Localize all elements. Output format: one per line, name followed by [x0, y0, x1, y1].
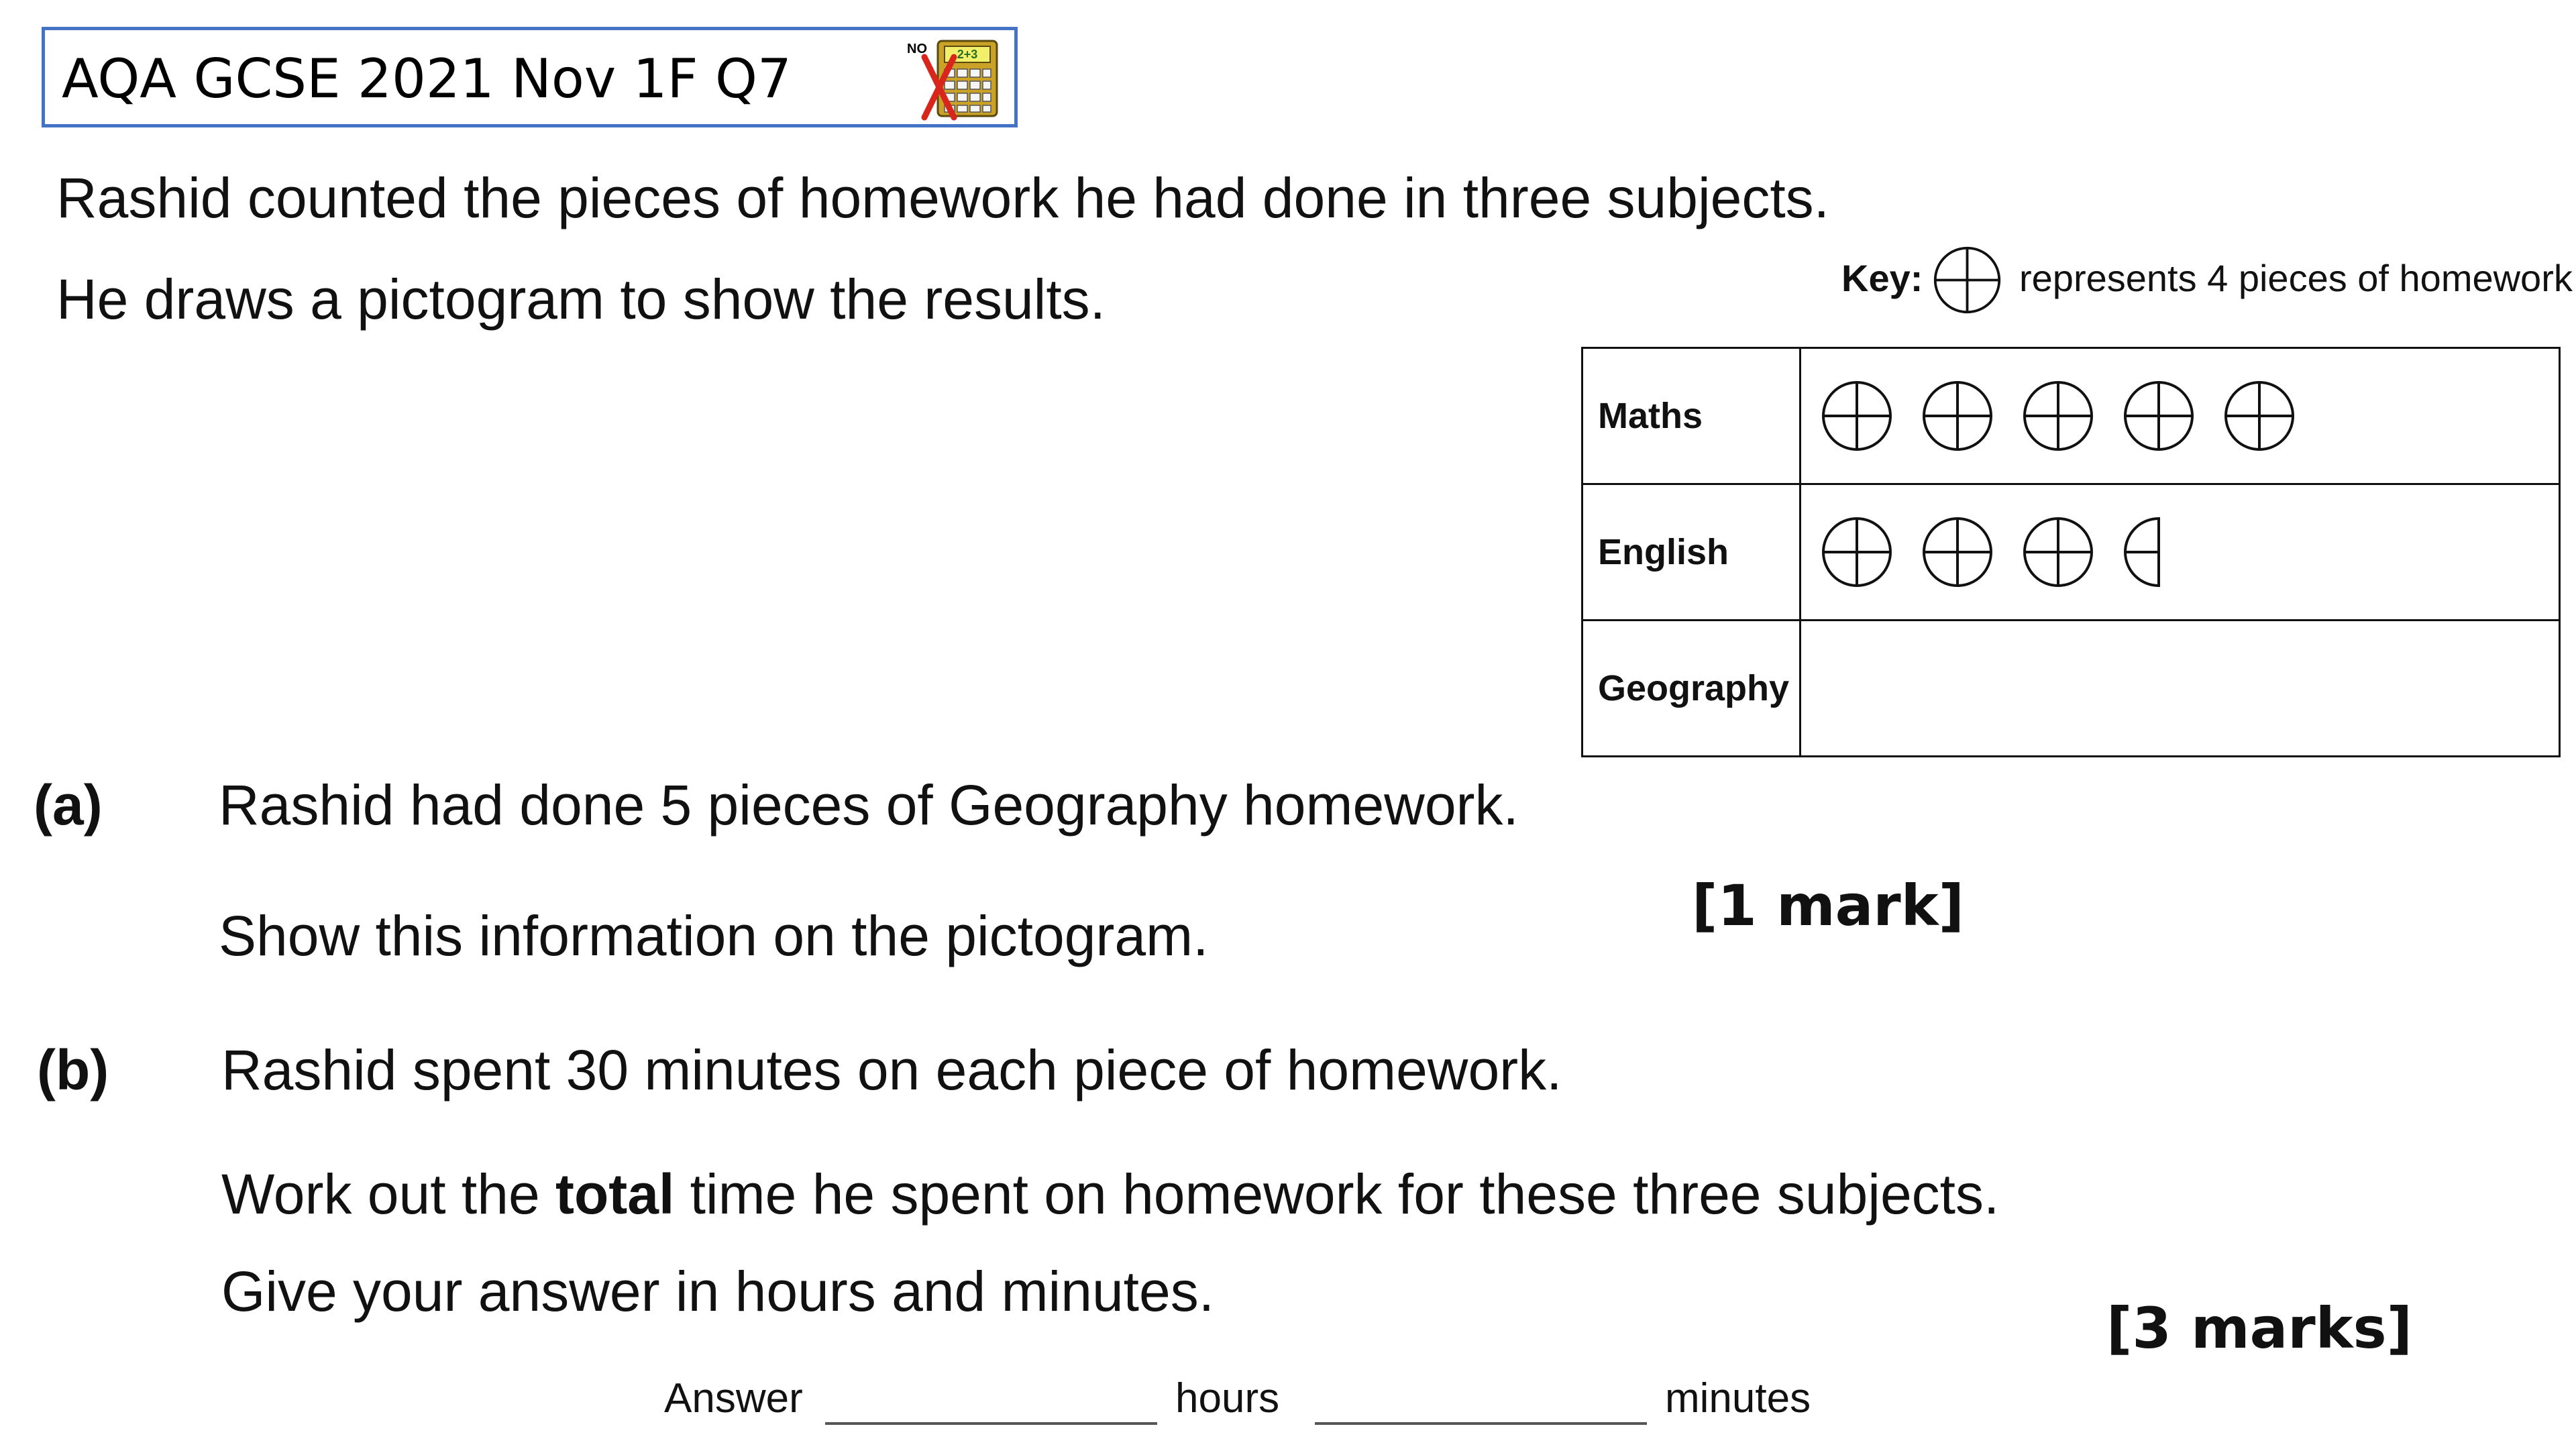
pictogram-row-maths [1582, 348, 2560, 484]
hours-answer-field[interactable] [825, 1375, 1157, 1425]
minutes-label: minutes [1665, 1375, 1811, 1421]
part-b-marks: [3 marks] [2106, 1295, 2412, 1361]
part-a-instruction: Show this information on the pictogram. [219, 904, 1209, 967]
part-b-instruction-1 [221, 1161, 1999, 1228]
part-a-marks: [1 mark] [1692, 873, 1964, 938]
circle-quartered-icon [1820, 515, 1894, 589]
subject-label: Geography [1582, 621, 1801, 757]
part-b-instruction-2: Give your answer in hours and minutes. [221, 1260, 1215, 1323]
half-circle-icon [2122, 515, 2196, 589]
pictogram-row-english [1582, 484, 2560, 621]
pictogram-table [1581, 347, 2561, 757]
calculator-display: 2+3 [957, 48, 978, 61]
key-label: Key: [1841, 257, 1923, 299]
symbols-cell [1801, 348, 2560, 484]
circle-quartered-icon [1932, 245, 2002, 315]
instruction-text: time he spent on homework for these three subjects. [674, 1163, 2000, 1226]
subject-label: English [1582, 484, 1801, 621]
part-a-question: Rashid had done 5 pieces of Geography homework. [219, 773, 1519, 837]
key-description: represents 4 pieces of homework [2019, 257, 2573, 299]
intro-line-2: He draws a pictogram to show the results. [56, 268, 1106, 331]
part-b-label: (b) [37, 1038, 109, 1102]
instruction-text: Work out the [221, 1163, 556, 1226]
hours-label: hours [1175, 1375, 1280, 1421]
part-b-question: Rashid spent 30 minutes on each piece of homework. [221, 1038, 1562, 1102]
question-title: AQA GCSE 2021 Nov 1F Q7 [62, 48, 792, 110]
intro-line-1: Rashid counted the pieces of homework he had done in three subjects. [56, 166, 1830, 229]
minutes-answer-field[interactable] [1315, 1375, 1647, 1425]
symbols-cell [1801, 484, 2560, 621]
symbols-cell-answer-area[interactable] [1801, 621, 2560, 757]
part-a-label: (a) [34, 773, 103, 837]
circle-quartered-icon [1921, 515, 1994, 589]
subject-label: Maths [1582, 348, 1801, 484]
circle-quartered-icon [2021, 515, 2095, 589]
answer-label: Answer [664, 1375, 803, 1421]
circle-quartered-icon [2021, 379, 2095, 453]
circle-quartered-icon [2122, 379, 2196, 453]
circle-quartered-icon [1921, 379, 1994, 453]
pictogram-row-geography [1582, 621, 2560, 757]
circle-quartered-icon [1820, 379, 1894, 453]
no-calculator-icon [906, 37, 1003, 121]
no-label: NO [907, 42, 927, 56]
emphasis-total: total [555, 1163, 675, 1226]
circle-quartered-icon [2222, 379, 2296, 453]
